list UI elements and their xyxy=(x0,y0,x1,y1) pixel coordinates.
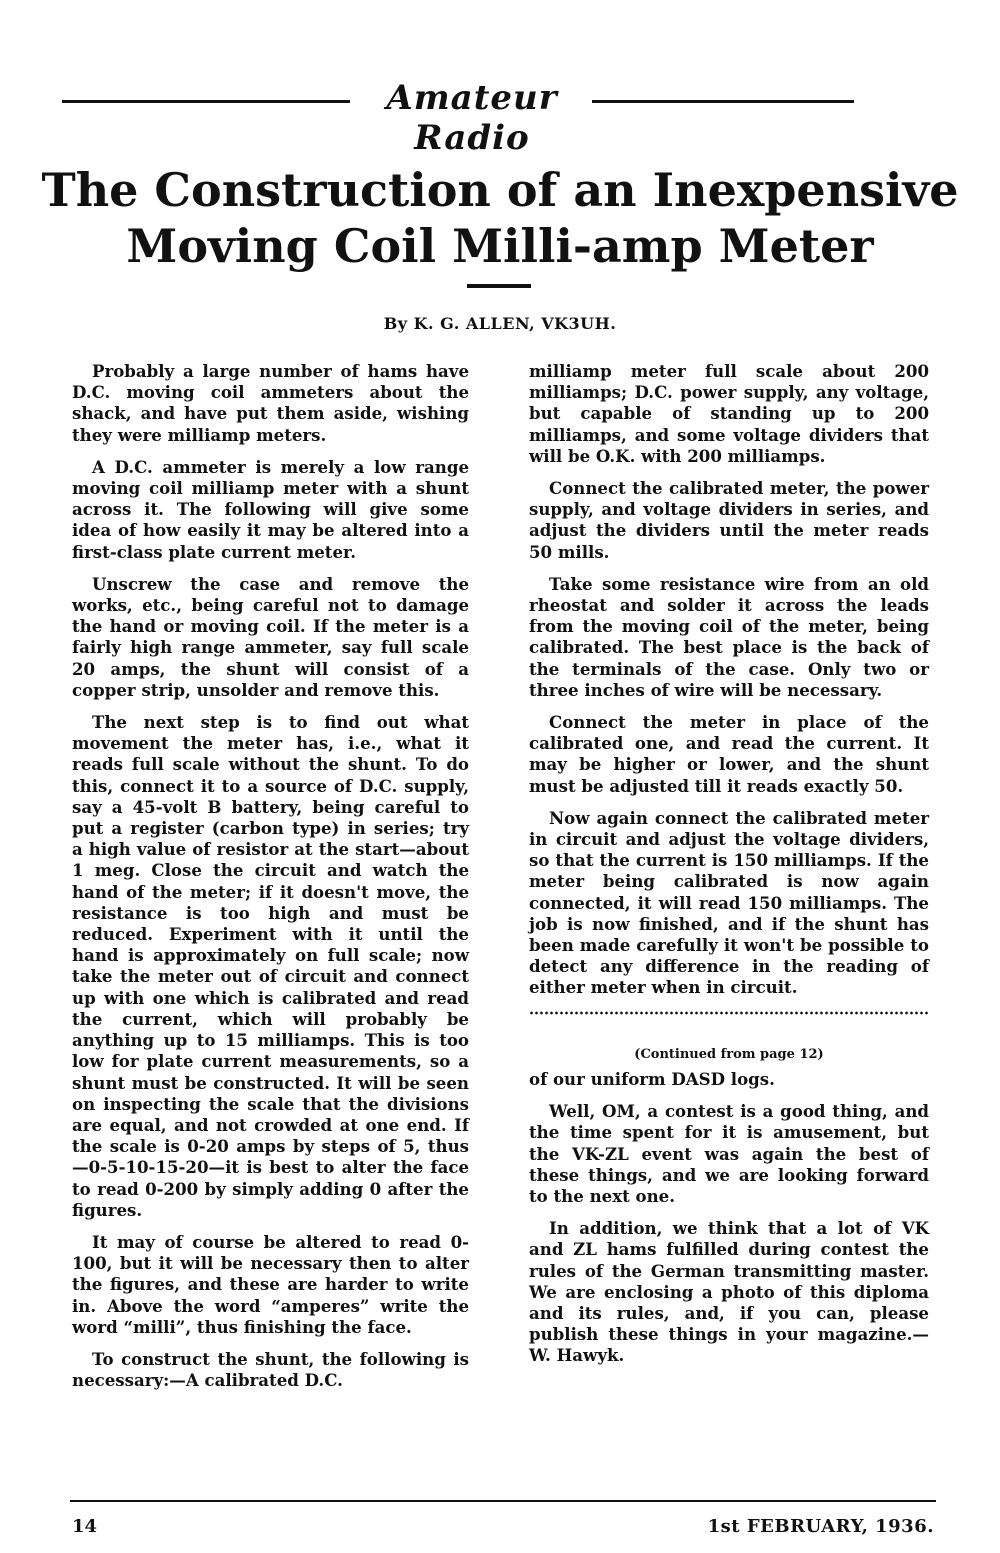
paragraph: Probably a large number of hams have D.C. moving coil ammeters about the shack, and have put them aside, wishing they were milliamp meters. xyxy=(72,361,469,445)
left-column xyxy=(72,361,469,1402)
paragraph: Connect the meter in place of the calibrated one, and read the current. It may be higher or lower, and the shunt must be adjusted till it reads exactly 50. xyxy=(529,712,929,796)
title-line-2: Moving Coil Milli-amp Meter xyxy=(126,219,874,273)
footer-rule xyxy=(70,1500,936,1502)
paragraph: Connect the calibrated meter, the power supply, and voltage dividers in series, and adjust the dividers until the meter reads 50 mills. xyxy=(529,478,929,562)
page-number: 14 xyxy=(72,1516,98,1537)
byline: By K. G. ALLEN, VK3UH. xyxy=(383,314,617,333)
paragraph: It may of course be altered to read 0-100, but it will be necessary then to alter the figures, and these are harder to write in. Above the word “amperes” write the word “milli”, thus finishing the face. xyxy=(72,1231,469,1337)
masthead xyxy=(62,78,854,158)
magazine-name: Amateur Radio xyxy=(386,78,558,158)
article-title xyxy=(40,162,960,274)
title-divider xyxy=(467,284,531,288)
paragraph: To construct the shunt, the following is necessary:—A calibrated D.C. xyxy=(72,1348,469,1391)
issue-date: 1st FEBRUARY, 1936. xyxy=(707,1516,934,1537)
paragraph: Take some resistance wire from an old rheostat and solder it across the leads from the moving coil of the meter, being calibrated. The best place is the back of the terminals of the case. Only two or three inches of wire will be necessary. xyxy=(529,573,929,700)
paragraph: milliamp meter full scale about 200 milliamps; D.C. power supply, any voltage, but capable of standing up to 200 milliamps, and some voltage dividers that will be O.K. with 200 milliamps. xyxy=(529,361,929,466)
paragraph: of our uniform DASD logs. xyxy=(529,1068,775,1089)
continued-note: (Continued from page 12) xyxy=(634,1046,824,1062)
paragraph: Unscrew the case and remove the works, etc., being careful not to damage the hand or moving coil. If the meter is a fairly high range ammeter, say full scale 20 amps, the shunt will consist of a copper strip, unsolder and remove this. xyxy=(72,573,469,700)
masthead-rule-left xyxy=(62,100,350,103)
paragraph: The next step is to find out what movement the meter has, i.e., what it reads full scale without the shunt. To do this, connect it to a source of D.C. supply, say a 45-volt B battery, being careful to put a register (carbon type) in series; try a high value of resistor at the start—about 1 meg. Close the circuit and watch the hand of the meter; if it doesn't move, the resistance is too high and must be reduced. Experiment with it until the hand is approximately on full scale; now take the meter out of circuit and connect up with one which is calibrated and read the current, which will probably be anything up to 15 milliamps. This is too low for plate current measurements, so a shunt must be constructed. It will be seen on inspecting the scale that the divisions are equal, and not crowded at one end. If the scale is 0-20 amps by steps of 5, thus—0-5-10-15-20—it is best to alter the face to read 0-200 by simply adding 0 after the figures. xyxy=(72,712,469,1220)
title-line-1: The Construction of an Inexpensive xyxy=(41,163,959,217)
paragraph: A D.C. ammeter is merely a low range moving coil milliamp meter with a shunt across it. The following will give some idea of how easily it may be altered into a first-class plate current meter. xyxy=(72,456,469,562)
masthead-rule-right xyxy=(592,100,854,103)
right-column xyxy=(529,361,929,1378)
dotted-separator xyxy=(529,1010,929,1016)
paragraph: Well, OM, a contest is a good thing, and the time spent for it is amusement, but the VK-ZL event was again the best of these things, and we are looking forward to the next one. xyxy=(529,1101,929,1206)
paragraph: Now again connect the calibrated meter in circuit and adjust the voltage dividers, so that the current is 150 milliamps. If the meter being calibrated is now again connected, it will read 150 milliamps. The job is now finished, and if the shunt has been made carefully it won't be possible to detect any difference in the reading of either meter when in circuit. xyxy=(529,807,929,998)
paragraph: In addition, we think that a lot of VK and ZL hams fulfilled during contest the rules of the German transmitting master. We are enclosing a photo of this diploma and its rules, and, if you can, please publish these things in your magazine.—W. Hawyk. xyxy=(529,1218,929,1366)
